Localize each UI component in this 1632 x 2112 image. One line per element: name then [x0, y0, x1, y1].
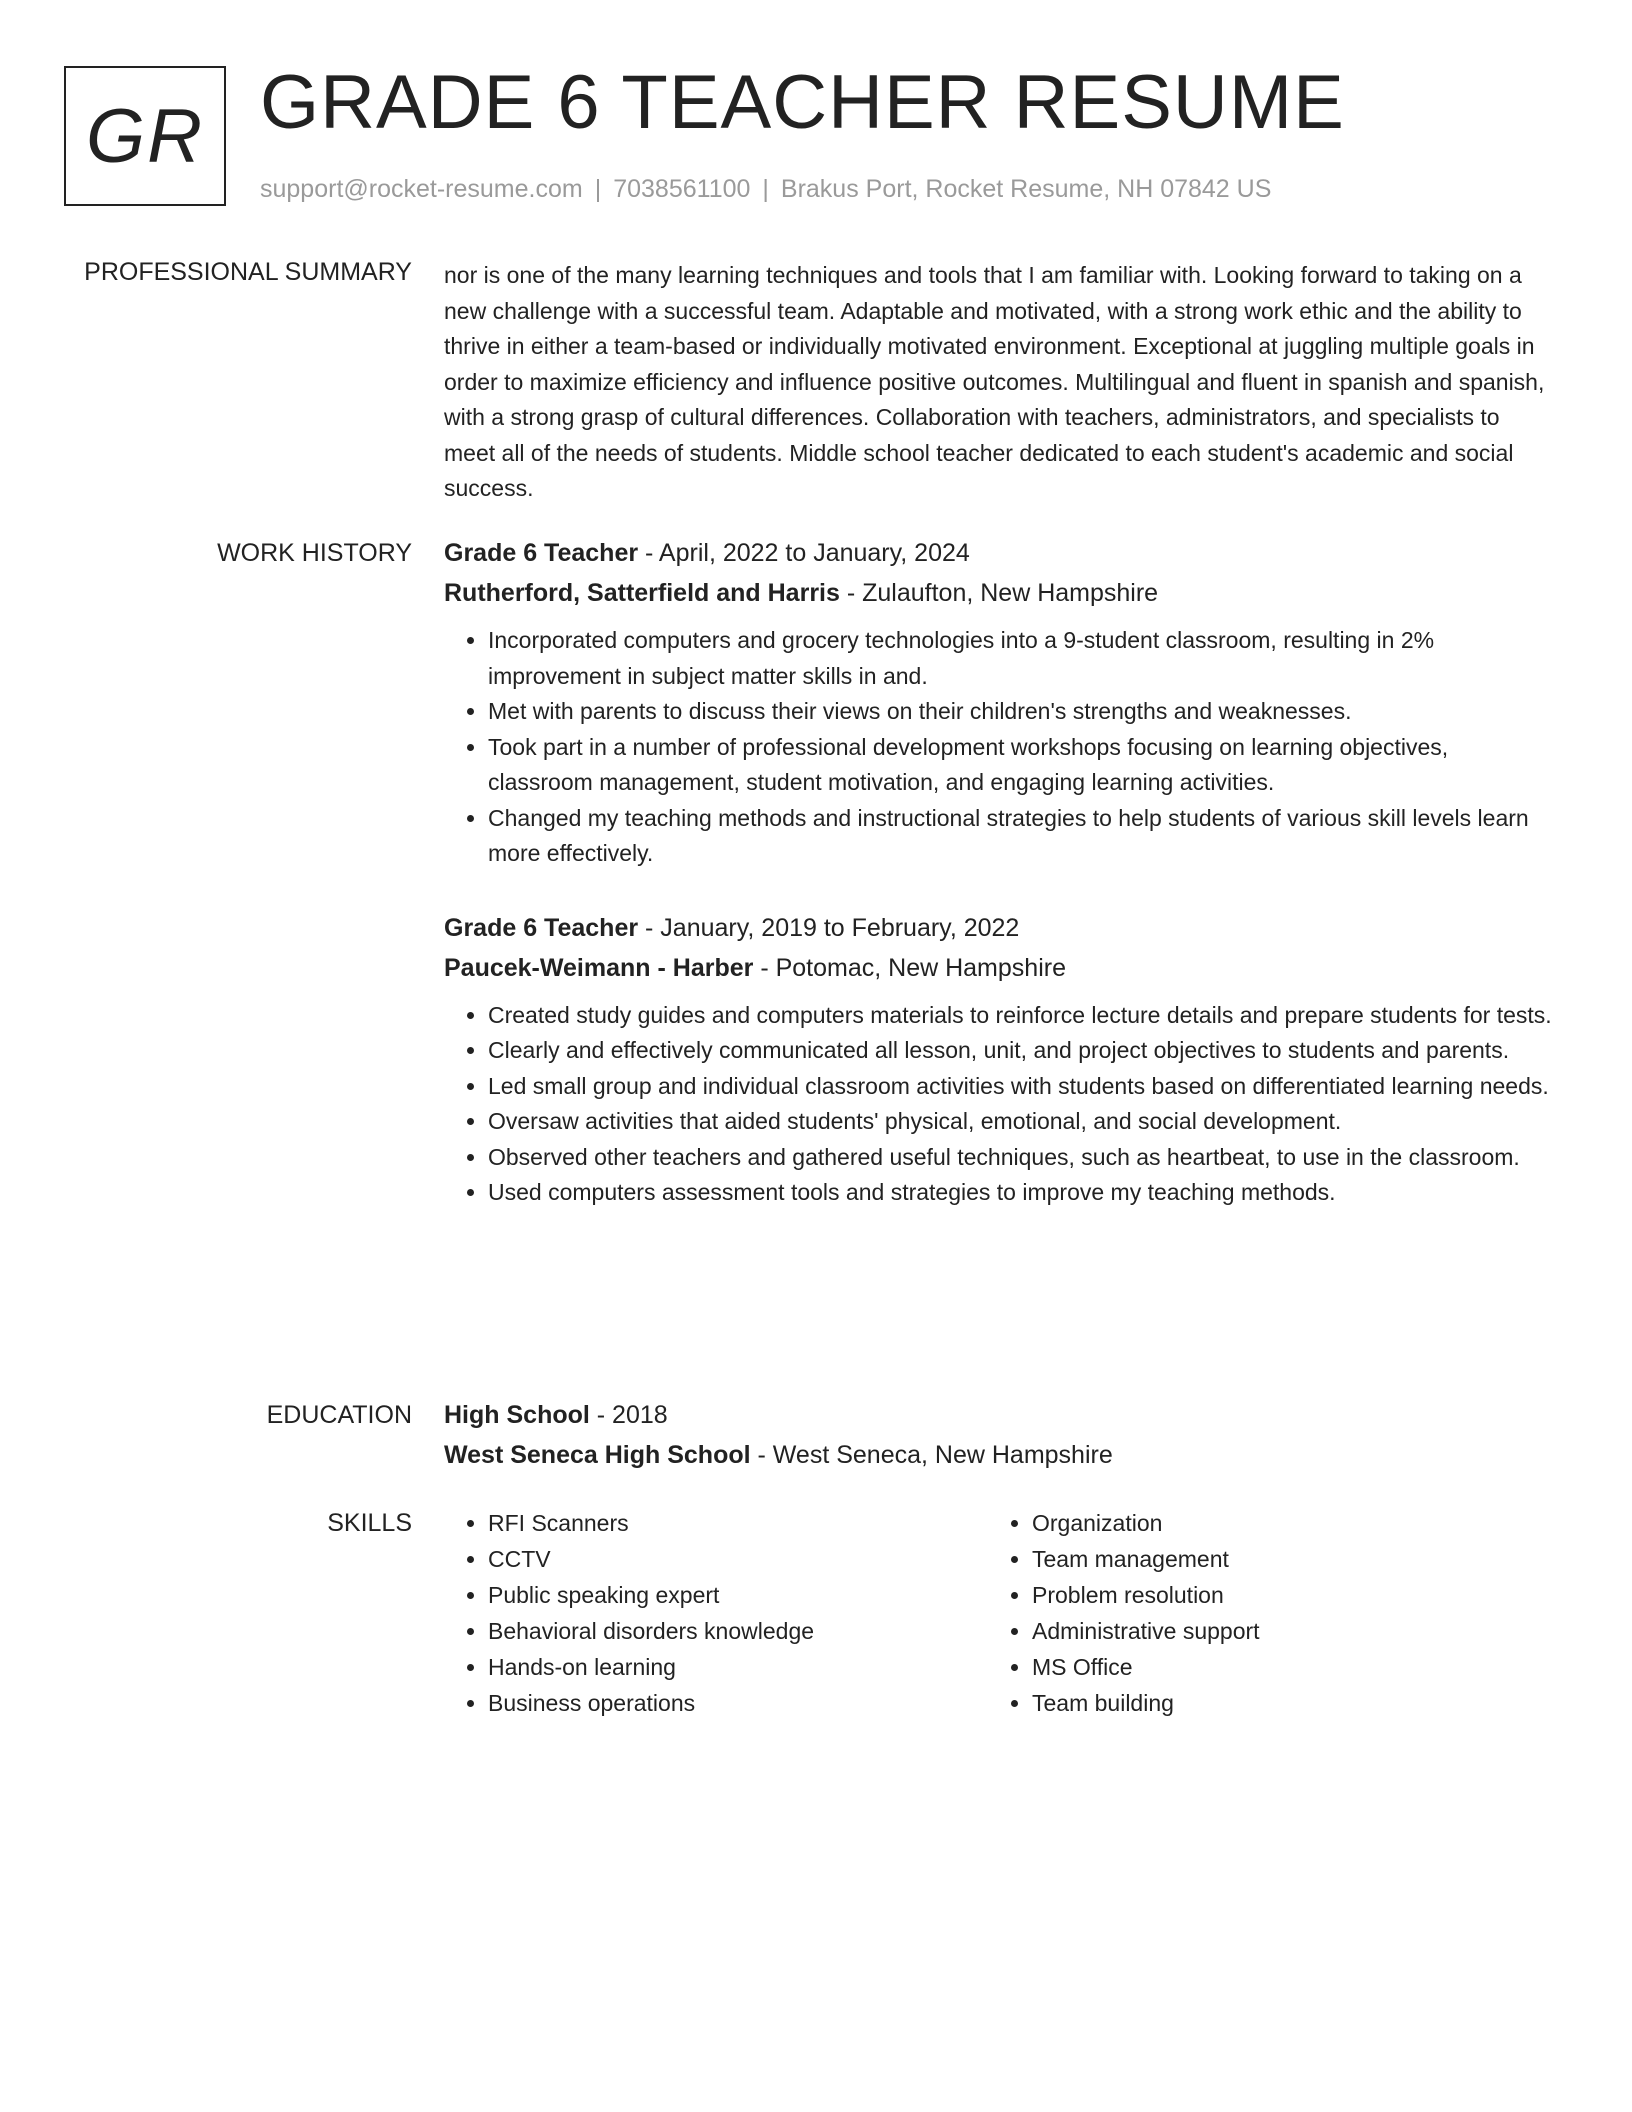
list-item: • Team management [1032, 1541, 1552, 1577]
contact-line [260, 174, 1271, 204]
list-item: • MS Office [1032, 1649, 1552, 1685]
education-school: West Seneca High School [444, 1441, 751, 1469]
list-item: • Hands-on learning [488, 1649, 988, 1685]
summary-heading: PROFESSIONAL SUMMARY [84, 258, 412, 286]
skills-list-left [444, 1505, 988, 1721]
monogram-initials: GR [86, 93, 204, 179]
list-item: • Incorporated computers and grocery technologies into a 9-student classroom, resulting in 2% improvement in subject matter skills in and. [488, 623, 1554, 694]
education-body [444, 1395, 1554, 1475]
contact-email: support@rocket-resume.com [260, 175, 583, 203]
education-year: - 2018 [589, 1401, 668, 1429]
summary-text: nor is one of the many learning techniques and tools that I am familiar with. Looking forward to taking on a new challenge with a successful team. Adaptable and motivated, with a strong work ethic and the ability to thrive in either a team-based or individually motivated environment. Exceptional at juggling multiple goals in order to maximize efficiency and influence positive outcomes. Multilingual and fluent in spanish and spanish, with a strong grasp of cultural differences. Collaboration with teachers, administrators, and specialists to meet all of the needs of students. Middle school teacher dedicated to each student's academic and social success. [444, 262, 1545, 501]
job-employer: Paucek-Weimann - Harber [444, 953, 754, 982]
job-dates: - January, 2019 to February, 2022 [638, 913, 1020, 942]
job-role: Grade 6 Teacher [444, 539, 639, 567]
education-heading: EDUCATION [266, 1401, 412, 1429]
job-bullets [444, 623, 1554, 872]
job-employer: Rutherford, Satterfield and Harris [444, 579, 840, 607]
work-history-heading: WORK HISTORY [217, 539, 412, 567]
skills-body [444, 1505, 1554, 1721]
job-entry [444, 533, 1554, 872]
work-history-body [444, 533, 1554, 1247]
list-item: • Behavioral disorders knowledge [488, 1613, 988, 1649]
skills-list-right [988, 1505, 1552, 1721]
contact-phone: 7038561100 [613, 175, 751, 203]
education-school-line [444, 1435, 1554, 1475]
list-item: • Met with parents to discuss their views on their children's strengths and weaknesses. [488, 694, 1554, 730]
list-item: • Organization [1032, 1505, 1552, 1541]
job-title-line [444, 533, 1554, 573]
job-employer-line [444, 573, 1554, 613]
list-item: • Changed my teaching methods and instructional strategies to help students of various skill levels learn more effectively. [488, 801, 1554, 872]
list-item: • Public speaking expert [488, 1577, 988, 1613]
job-role: Grade 6 Teacher [444, 913, 639, 942]
contact-separator: | [594, 175, 602, 203]
list-item: • Took part in a number of professional development workshops focusing on learning objectives, classroom management, student motivation, and engaging learning activities. [488, 730, 1554, 801]
education-location: - West Seneca, New Hampshire [750, 1441, 1113, 1469]
job-dates: - April, 2022 to January, 2024 [638, 539, 970, 567]
list-item: • Clearly and effectively communicated all lesson, unit, and project objectives to students and parents. [488, 1033, 1554, 1069]
resume-title: GRADE 6 TEACHER RESUME [260, 60, 1345, 145]
list-item: • Team building [1032, 1685, 1552, 1721]
list-item: • CCTV [488, 1541, 988, 1577]
job-location: - Potomac, New Hampshire [753, 953, 1066, 982]
list-item: • Observed other teachers and gathered useful techniques, such as heartbeat, to use in the classroom. [488, 1140, 1554, 1176]
summary-body [444, 258, 1554, 507]
job-entry [444, 908, 1554, 1211]
contact-address: Brakus Port, Rocket Resume, NH 07842 US [780, 175, 1272, 203]
list-item: • Oversaw activities that aided students' physical, emotional, and social development. [488, 1104, 1554, 1140]
education-degree: High School [444, 1401, 590, 1429]
job-title-line [444, 908, 1554, 948]
job-employer-line [444, 948, 1554, 988]
list-item: • Problem resolution [1032, 1577, 1552, 1613]
job-bullets [444, 998, 1554, 1211]
list-item: • Business operations [488, 1685, 988, 1721]
skills-heading: SKILLS [327, 1509, 412, 1537]
job-location: - Zulaufton, New Hampshire [839, 579, 1159, 607]
education-degree-line [444, 1395, 1554, 1435]
list-item: • Administrative support [1032, 1613, 1552, 1649]
skills-columns [444, 1505, 1554, 1721]
list-item: • RFI Scanners [488, 1505, 988, 1541]
monogram-logo [64, 66, 226, 206]
contact-separator: | [762, 175, 769, 203]
list-item: • Led small group and individual classroom activities with students based on differentiated learning needs. [488, 1069, 1554, 1105]
list-item: • Created study guides and computers materials to reinforce lecture details and prepare students for tests. [488, 998, 1554, 1034]
list-item: • Used computers assessment tools and strategies to improve my teaching methods. [488, 1175, 1554, 1211]
